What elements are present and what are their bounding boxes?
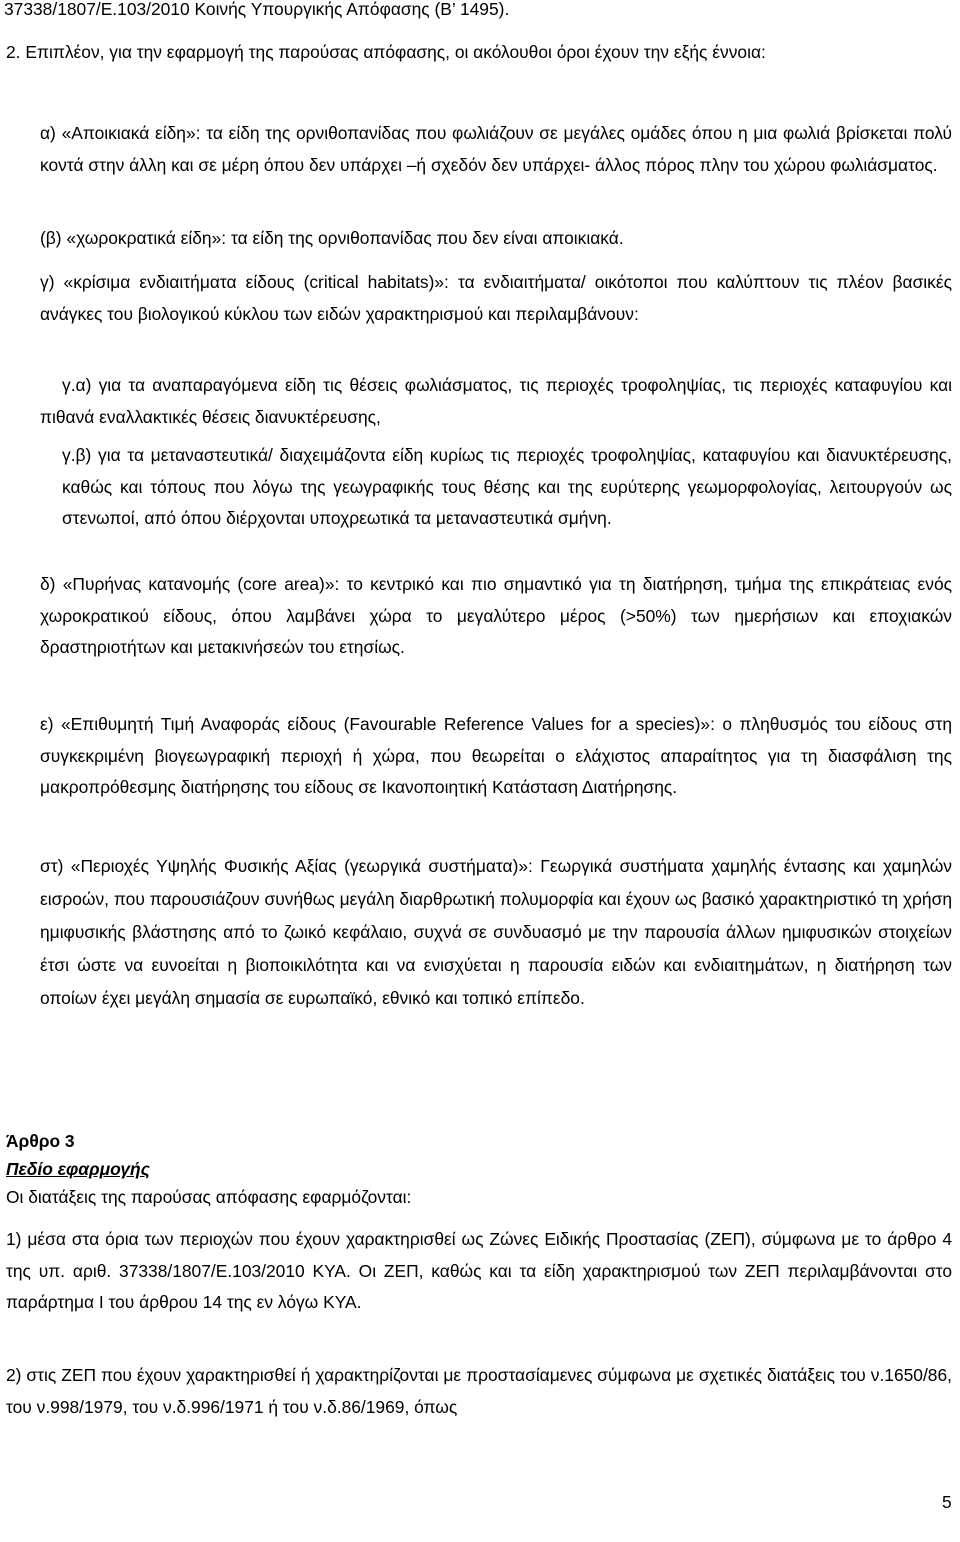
definition-c-a: γ.α) για τα αναπαραγόμενα είδη τις θέσεις φωλιάσματος, τις περιοχές τροφοληψίας, τις περιοχές καταφυγίου και πιθανά εναλλακτικές θέσεις διανυκτέρευσης, <box>40 375 952 427</box>
article-subtitle: Πεδίο εφαρμογής <box>6 1159 150 1179</box>
page-number: 5 <box>942 1492 952 1512</box>
item-2-paragraph <box>6 37 952 69</box>
article-3-paragraph-1: 1) μέσα στα όρια των περιοχών που έχουν χαρακτηρισθεί ως Ζώνες Ειδικής Προστασίας (ΖΕΠ), σύμφωνα με το άρθρο 4 της υπ. αριθ. 37338/1807/Ε.103/2010 ΚΥΑ. Οι ΖΕΠ, καθώς και τα είδη χαρακτηρισμού των ΖΕΠ περιλαμβάνονται στο παράρτημα Ι του άρθρου 14 της εν λόγω ΚΥΑ. <box>6 1229 952 1313</box>
definition-c: γ) «κρίσιμα ενδιαιτήματα είδους (critical habitats)»: τα ενδιαιτήματα/ οικότοποι που καλύπτουν τις πλέον βασικές ανάγκες του βιολογικού κύκλου των ειδών χαρακτηρισμού και περιλαμβάνουν: <box>40 272 952 324</box>
definition-e: ε) «Επιθυμητή Τιμή Αναφοράς είδους (Favourable Reference Values for a species)»: ο πληθυσμός του είδους στη συγκεκριμένη βιογεωγραφική περιοχή ή χώρα, που θεωρείται ο ελάχιστος απαραίτητος για τη διασφάλιση της μακροπρόθεσμης διατήρησης του είδους σε Ικανοποιητική Κατάσταση Διατήρησης. <box>40 714 952 798</box>
definition-c-b: γ.β) για τα μεταναστευτικά/ διαχειμάζοντα είδη κυρίως τις περιοχές τροφοληψίας, καταφυγίου και διανυκτέρευσης, καθώς και τόπους που λόγω της γεωγραφικής τους θέσης και της ευρύτερης γεωμορφολογίας, λειτουργούν ως στενωποί, από όπου διέρχονται υποχρεωτικά τα μεταναστευτικά σμήνη. <box>62 445 952 529</box>
article-title: Άρθρο 3 <box>6 1131 75 1151</box>
header-line: 37338/1807/Ε.103/2010 Κοινής Υπουργικής Απόφασης (Β’ 1495). <box>4 0 510 19</box>
definition-d: δ) «Πυρήνας κατανομής (core area)»: το κεντρικό και πιο σημαντικό για τη διατήρηση, τμήμα της επικράτειας ενός χωροκρατικού είδους, όπου λαμβάνει χώρα το μεγαλύτερο μέρος (>50%) των ημερήσιων και εποχιακών δραστηριοτήτων και μετακινήσεών του ετησίως. <box>40 574 952 658</box>
definition-st: στ) «Περιοχές Υψηλής Φυσικής Αξίας (γεωργικά συστήματα)»: Γεωργικά συστήματα χαμηλής έντασης και χαμηλών εισροών, που παρουσιάζουν συνήθως μεγάλη διαρθρωτική πολυμορφία και έχουν ως βασικό χαρακτηριστικό τη χρήση ημιφυσικής βλάστησης από το ζωικό κεφάλαιο, συχνά σε συνδυασμό με την παρουσία άλλων ημιφυσικών στοιχείων έτσι ώστε να ευνοείται η βιοποικιλότητα και να ενισχύεται η παρουσία ειδών και ενδιαιτημάτων, η διατήρηση των οποίων έχει μεγάλη σημασία σε ευρωπαϊκό, εθνικό και τοπικό επίπεδο. <box>40 856 952 1008</box>
definition-b: (β) «χωροκρατικά είδη»: τα είδη της ορνιθοπανίδας που δεν είναι αποικιακά. <box>40 228 624 248</box>
item-2-text: Επιπλέον, για την εφαρμογή της παρούσας απόφασης, οι ακόλουθοι όροι έχουν την εξής έννοια: <box>25 42 766 62</box>
item-2-number: 2. <box>6 42 21 62</box>
article-3-paragraph-2: 2) στις ΖΕΠ που έχουν χαρακτηρισθεί ή χαρακτηρίζονται με προστασίαμενες σύμφωνα με σχετικές διατάξεις του ν.1650/86, του ν.998/1979, του ν.δ.996/1971 ή του ν.δ.86/1969, όπως <box>6 1365 952 1417</box>
article-intro: Οι διατάξεις της παρούσας απόφασης εφαρμόζονται: <box>6 1187 412 1207</box>
article-3-header <box>6 1127 954 1211</box>
definition-a: α) «Αποικιακά είδη»: τα είδη της ορνιθοπανίδας που φωλιάζουν σε μεγάλες ομάδες όπου η μια φωλιά βρίσκεται πολύ κοντά στην άλλη και σε μέρη όπου δεν υπάρχει –ή σχεδόν δεν υπάρχει- άλλος πόρος πλην του χώρου φωλιάσματος. <box>40 123 952 175</box>
